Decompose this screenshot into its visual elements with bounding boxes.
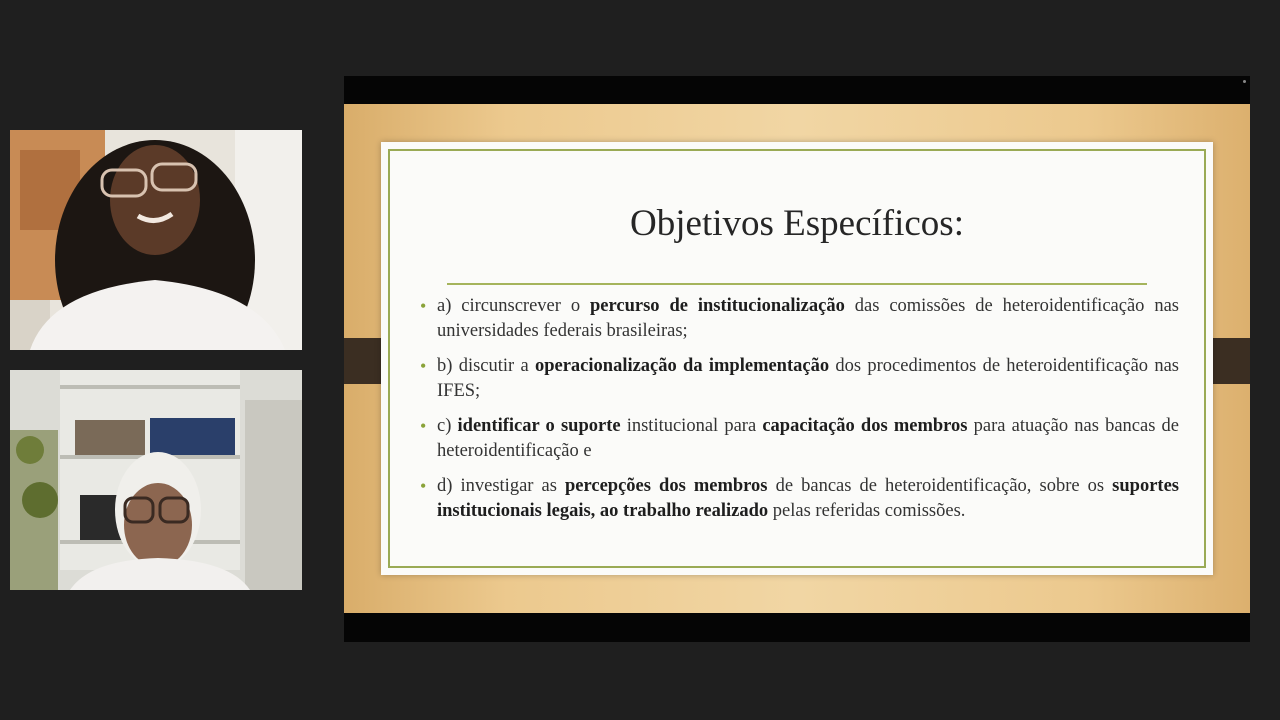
objective-emphasis: suportes institucionais legais, ao trabalho realizado <box>437 476 1179 521</box>
objective-text: para atuação nas bancas de heteroidentificação e <box>437 416 1180 461</box>
objective-text: d) investigar as <box>437 476 565 496</box>
participant-2-image <box>10 370 302 590</box>
objective-text: b) discutir a <box>437 356 535 376</box>
participant-video-1[interactable] <box>10 130 302 350</box>
participant-video-2[interactable] <box>10 370 302 590</box>
title-divider <box>447 283 1147 285</box>
objective-emphasis: percurso de institucionalização <box>590 296 845 316</box>
presentation-slide <box>344 104 1250 613</box>
slide-content-card <box>381 142 1213 575</box>
objective-text: a) circunscrever o <box>437 296 590 316</box>
objective-text: das comissões de heteroidentificação nas universidades federais brasileiras; <box>437 296 1179 341</box>
shared-screen <box>344 76 1250 642</box>
bullet-icon: • <box>420 476 427 496</box>
objective-text: c) <box>437 416 458 436</box>
objective-emphasis: capacitação dos membros <box>762 416 968 436</box>
bullet-icon: • <box>420 416 427 436</box>
status-dot <box>1243 80 1246 83</box>
participant-1-image <box>10 130 302 350</box>
objective-text: dos procedimentos de heteroidentificação nas IFES; <box>437 356 1179 401</box>
objective-emphasis: identificar o suporte <box>457 416 621 436</box>
objective-text: pelas referidas comissões. <box>768 500 966 521</box>
objective-emphasis: operacionalização da implementação <box>534 356 830 376</box>
objective-item-d <box>420 474 1179 523</box>
bullet-icon: • <box>420 356 427 376</box>
objective-text: institucional para <box>620 416 763 436</box>
bullet-icon: • <box>420 296 427 316</box>
objective-text: de bancas de heteroidentificação, sobre os <box>767 476 1113 496</box>
objective-emphasis: percepções dos membros <box>565 476 768 496</box>
objective-item-b <box>420 354 1179 403</box>
objectives-list <box>420 294 1180 534</box>
slide-title: Objetivos Específicos: <box>630 203 964 244</box>
objective-item-a <box>420 294 1179 343</box>
objective-item-c <box>420 414 1180 463</box>
